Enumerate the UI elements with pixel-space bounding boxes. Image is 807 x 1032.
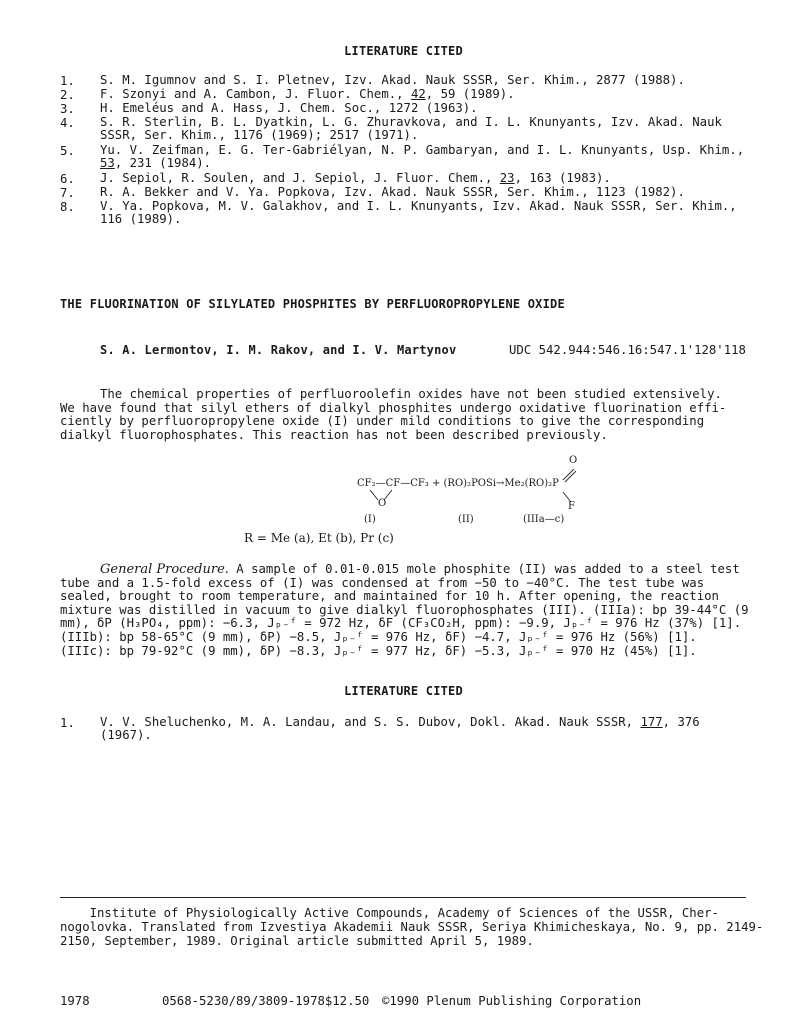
scheme-bonds xyxy=(0,450,807,550)
reaction-scheme xyxy=(0,450,807,550)
compound-label-iii: (IIIa—c) xyxy=(523,514,565,525)
reference-text: R. A. Bekker and V. Ya. Popkova, Izv. Akad. Nauk SSSR, Ser. Khim., 1123 (1982). xyxy=(100,185,685,199)
compound-label-i: (I) xyxy=(364,514,376,525)
udc-code: UDC 542.944:546.16:547.1'128'118 xyxy=(509,343,746,357)
page-number: 1978 xyxy=(60,994,90,1008)
reference-number: 2. xyxy=(60,88,75,102)
reference-text: S. R. Sterlin, B. L. Dyatkin, L. G. Zhuravkova, and I. L. Knunyants, Izv. Akad. Nauk SSSR, Ser. Khim., 1176 (1969); 2517 (1971). xyxy=(100,115,722,143)
reference-text: F. Szonyi and A. Cambon, J. Fluor. Chem., 42, 59 (1989). xyxy=(100,87,515,101)
nmr-data-c: (IIIc): bp 79-92°C (9 mm), δP) −8.3, Jₚ₋ᶠ = 977 Hz, δF) −5.3, Jₚ₋ᶠ = 970 Hz (45%) [1]. xyxy=(60,643,697,658)
scheme-oxygen-top: O xyxy=(569,455,578,466)
scheme-fluorine: F xyxy=(568,501,575,512)
article-code: 0568-5230/89/3809-1978$12.50 xyxy=(162,994,370,1008)
nmr-data-a: mm), δP (H₃PO₄, ppm): −6.3, Jₚ₋ᶠ = 972 Hz, δF (CF₃CO₂H, ppm): −9.9, Jₚ₋ᶠ = 976 Hz (37%) [1]. xyxy=(60,616,742,631)
procedure-label: General Procedure. xyxy=(100,562,229,577)
reference-number: 1. xyxy=(60,74,75,88)
reference-number: 8. xyxy=(60,200,75,214)
reference-text: V. Ya. Popkova, M. V. Galakhov, and I. L. Knunyants, Izv. Akad. Nauk SSSR, Ser. Khim., 116 (1989). xyxy=(100,199,737,227)
reference-number: 5. xyxy=(60,144,75,158)
reference-number: 4. xyxy=(60,116,75,130)
scheme-oxygen-ring: O xyxy=(378,498,387,509)
footnote-divider xyxy=(60,897,746,898)
reference-number: 1. xyxy=(60,716,75,730)
reference-text: S. M. Igumnov and S. I. Pletnev, Izv. Akad. Nauk SSSR, Ser. Khim., 2877 (1988). xyxy=(100,73,685,87)
literature-cited-heading: LITERATURE CITED xyxy=(344,44,463,58)
literature-cited-heading-2: LITERATURE CITED xyxy=(344,684,463,698)
reference-text: H. Emeléus and A. Hass, J. Chem. Soc., 1272 (1963). xyxy=(100,101,478,115)
reference-text: V. V. Sheluchenko, M. A. Landau, and S. S. Dubov, Dokl. Akad. Nauk SSSR, 177, 376 (1967). xyxy=(100,715,700,743)
article-title: THE FLUORINATION OF SILYLATED PHOSPHITES BY PERFLUOROPROPYLENE OXIDE xyxy=(60,297,565,311)
reference-number: 6. xyxy=(60,172,75,186)
reaction-equation: CF₂—CF—CF₃ + (RO)₂POSi→Me₂(RO)₂P xyxy=(357,478,559,489)
reference-text: Yu. V. Zeifman, E. G. Ter-Gabriélyan, N. P. Gambaryan, and I. L. Knunyants, Usp. Khim., 53, 231 (1984). xyxy=(100,143,745,171)
reference-text: J. Sepiol, R. Soulen, and J. Sepiol, J. Fluor. Chem., 23, 163 (1983). xyxy=(100,171,611,185)
compound-label-ii: (II) xyxy=(458,514,474,525)
intro-paragraph: The chemical properties of perfluoroolefin oxides have not been studied extensively. We have found that silyl ethers of dialkyl phosphites undergo oxidative fluorination effi- ciently by perfluoropropylene oxide (I) under mild conditions to give the corresponding dialkyl fluorophosphates. This reaction has not been described previously. xyxy=(60,387,727,442)
affiliation-footnote: Institute of Physiologically Active Compounds, Academy of Sciences of the USSR, Cher- nogolovka. Translated from Izvestiya Akademii Nauk SSSR, Seriya Khimicheskaya, No. 9, pp. 2149- 2150, September, 1989. Original article submitted April 5, 1989. xyxy=(60,906,764,948)
procedure-paragraph: General Procedure. A sample of 0.01-0.015 mole phosphite (II) was added to a steel test tube and a 1.5-fold excess of (I) was condensed at from −50 to −40°C. The test tube was sealed, brought to room temperature, and maintained for 10 h. After opening, the reaction mixture was distilled in vacuum to give dialkyl fluorophosphates (III). (IIIa): bp 39-44°C (9 mm), δP (H₃PO₄, ppm): −6.3, Jₚ₋ᶠ = 972 Hz, δF (CF₃CO₂H, ppm): −9.9, Jₚ₋ᶠ = 976 Hz (37%) [1]. (IIIb): bp 58-65°C (9 mm), δP) −8.5, Jₚ₋ᶠ = 976 Hz, δF) −4.7, Jₚ₋ᶠ = 976 Hz (56%) [1]. (IIIc): bp 79-92°C (9 mm), δP) −8.3, Jₚ₋ᶠ = 977 Hz, δF) −5.3, Jₚ₋ᶠ = 970 Hz (45%) [1]. xyxy=(60,562,749,658)
nmr-data-b: (IIIb): bp 58-65°C (9 mm), δP) −8.5, Jₚ₋ᶠ = 976 Hz, δF) −4.7, Jₚ₋ᶠ = 976 Hz (56%) [1]. xyxy=(60,629,697,644)
r-substituents: R = Me (a), Et (b), Pr (c) xyxy=(244,531,394,545)
reference-number: 7. xyxy=(60,186,75,200)
article-authors: S. A. Lermontov, I. M. Rakov, and I. V. Martynov xyxy=(100,343,457,357)
copyright-notice: ©1990 Plenum Publishing Corporation xyxy=(382,994,642,1008)
reference-number: 3. xyxy=(60,102,75,116)
